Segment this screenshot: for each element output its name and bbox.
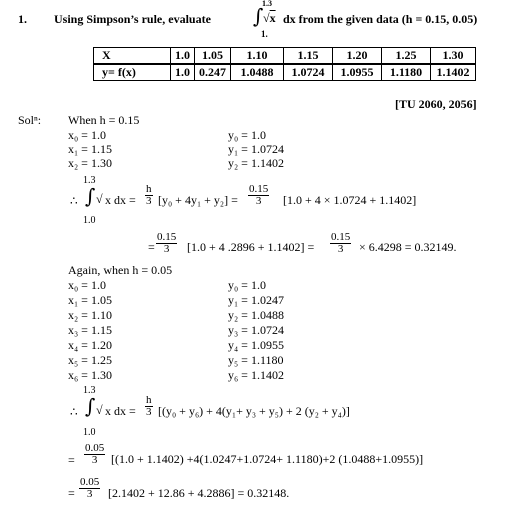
table-cell: 1.05: [195, 48, 231, 65]
fraction-denominator: 3: [146, 195, 152, 207]
case2-bracket: [(y₀ + y₆) + 4(y₁+ y₃ + y₅) + 2 (y₂ + y₄)]: [158, 404, 350, 418]
case1-upper-limit: 1.3: [83, 175, 96, 186]
case2-x2: x₂ = 1.10: [68, 308, 112, 322]
fraction-numerator: 0.15: [331, 231, 351, 243]
case1-bracket: [y₀ + 4y₁ + y₂] =: [158, 193, 238, 207]
case2-therefore: ∴: [70, 405, 78, 419]
case2-x6: x₆ = 1.30: [68, 368, 112, 382]
case1-x0: x₀ = 1.0: [68, 128, 106, 142]
fraction-numerator: 0.15: [249, 183, 269, 195]
question-lower-limit: 1.: [261, 29, 268, 39]
question-upper-limit: 1.3: [262, 0, 272, 8]
case1-expr3: × 6.4298 = 0.32149.: [359, 240, 457, 254]
fraction-denominator: 3: [91, 454, 98, 466]
case2-h-over-3: [145, 395, 153, 418]
table-cell: 1.0488: [231, 64, 284, 81]
case2-x4: x₄ = 1.20: [68, 338, 112, 352]
case2-x1: x₁ = 1.05: [68, 293, 112, 307]
case2-heading: Again, when h = 0.05: [68, 263, 173, 277]
case1-y0: y₀ = 1.0: [228, 128, 266, 142]
fraction-denominator: 3: [86, 488, 93, 500]
case1-expr1: [1.0 + 4 × 1.0724 + 1.1402]: [283, 193, 417, 207]
fraction-denominator: 3: [255, 195, 262, 207]
table-cell: 1.1402: [431, 64, 476, 81]
case2-x5: x₅ = 1.25: [68, 353, 112, 367]
case2-y4: y₄ = 1.0955: [228, 338, 284, 352]
case1-x2: x₂ = 1.30: [68, 156, 112, 170]
case2-eq1: =: [68, 453, 75, 467]
fraction-numerator: 0.05: [80, 476, 100, 488]
fraction-numerator: h: [146, 183, 152, 195]
case1-fraction3: [330, 232, 351, 255]
case2-eq2: =: [68, 486, 75, 500]
fraction-denominator: 3: [337, 243, 344, 255]
case2-expr2: [2.1402 + 12.86 + 4.2886] = 0.32148.: [108, 486, 290, 500]
case2-y2: y₂ = 1.0488: [228, 308, 284, 322]
fraction-numerator: h: [146, 394, 152, 406]
fraction-denominator: 3: [146, 406, 152, 418]
case1-lower-limit: 1.0: [83, 215, 96, 226]
question-integrand: x: [269, 11, 276, 25]
table-cell: 1.0955: [333, 64, 382, 81]
table-cell: 1.25: [382, 48, 431, 65]
sqrt-sign: √x: [263, 11, 276, 25]
question-text-after: dx from the given data (h = 0.15, 0.05): [283, 12, 478, 26]
case2-integrand: x dx =: [105, 404, 136, 418]
fraction-denominator: 3: [163, 243, 170, 255]
case2-fraction2: [79, 477, 100, 500]
case1-expr2: [1.0 + 4 .2896 + 1.1402] =: [187, 240, 315, 254]
table-header-x: X: [94, 48, 171, 65]
table-cell: 1.0: [171, 48, 195, 65]
case2-y0: y₀ = 1.0: [228, 278, 266, 292]
case2-expr1: [(1.0 + 1.1402) +4(1.0247+1.0724+ 1.1180)+2 (1.0488+1.0955)]: [111, 452, 424, 466]
case2-upper-limit: 1.3: [83, 385, 96, 396]
case1-h-over-3: [145, 184, 153, 207]
integral-sign: ∫: [253, 4, 264, 28]
sqrt-sign: √: [96, 192, 103, 206]
table-cell: 1.1180: [382, 64, 431, 81]
case1-fraction: [248, 184, 269, 207]
case2-lower-limit: 1.0: [83, 427, 96, 438]
data-table: [93, 47, 476, 81]
case1-heading: When h = 0.15: [68, 113, 140, 127]
case1-therefore: ∴: [70, 194, 78, 208]
case2-x0: x₀ = 1.0: [68, 278, 106, 292]
integral-sign: ∫: [85, 394, 96, 418]
case1-integrand: x dx =: [105, 193, 136, 207]
solution-label: Solⁿ:: [18, 113, 42, 127]
case2-y5: y₅ = 1.1180: [228, 353, 284, 367]
case2-y1: y₁ = 1.0247: [228, 293, 284, 307]
sqrt-sign: √: [96, 403, 103, 417]
table-row-y: [94, 64, 476, 81]
table-cell: 0.247: [195, 64, 231, 81]
table-cell: 1.0724: [284, 64, 333, 81]
case2-y3: y₃ = 1.0724: [228, 323, 284, 337]
question-number: 1.: [18, 12, 27, 26]
question-text: Using Simpson’s rule, evaluate: [54, 12, 211, 26]
reference-citation: [TU 2060, 2056]: [395, 97, 477, 111]
table-cell: 1.0: [171, 64, 195, 81]
table-cell: 1.20: [333, 48, 382, 65]
case2-x3: x₃ = 1.15: [68, 323, 112, 337]
table-row-x: [94, 48, 476, 65]
case1-y1: y₁ = 1.0724: [228, 142, 284, 156]
case1-y2: y₂ = 1.1402: [228, 156, 284, 170]
fraction-numerator: 0.15: [157, 231, 177, 243]
integral-sign: ∫: [85, 184, 96, 208]
table-cell: 1.30: [431, 48, 476, 65]
table-header-y: y= f(x): [94, 64, 171, 81]
case1-eq: =: [148, 240, 155, 254]
case1-fraction2: [156, 232, 177, 255]
case2-fraction1: [84, 443, 105, 466]
fraction-numerator: 0.05: [85, 442, 105, 454]
case2-y6: y₆ = 1.1402: [228, 368, 284, 382]
table-cell: 1.15: [284, 48, 333, 65]
case1-x1: x₁ = 1.15: [68, 142, 112, 156]
table-cell: 1.10: [231, 48, 284, 65]
